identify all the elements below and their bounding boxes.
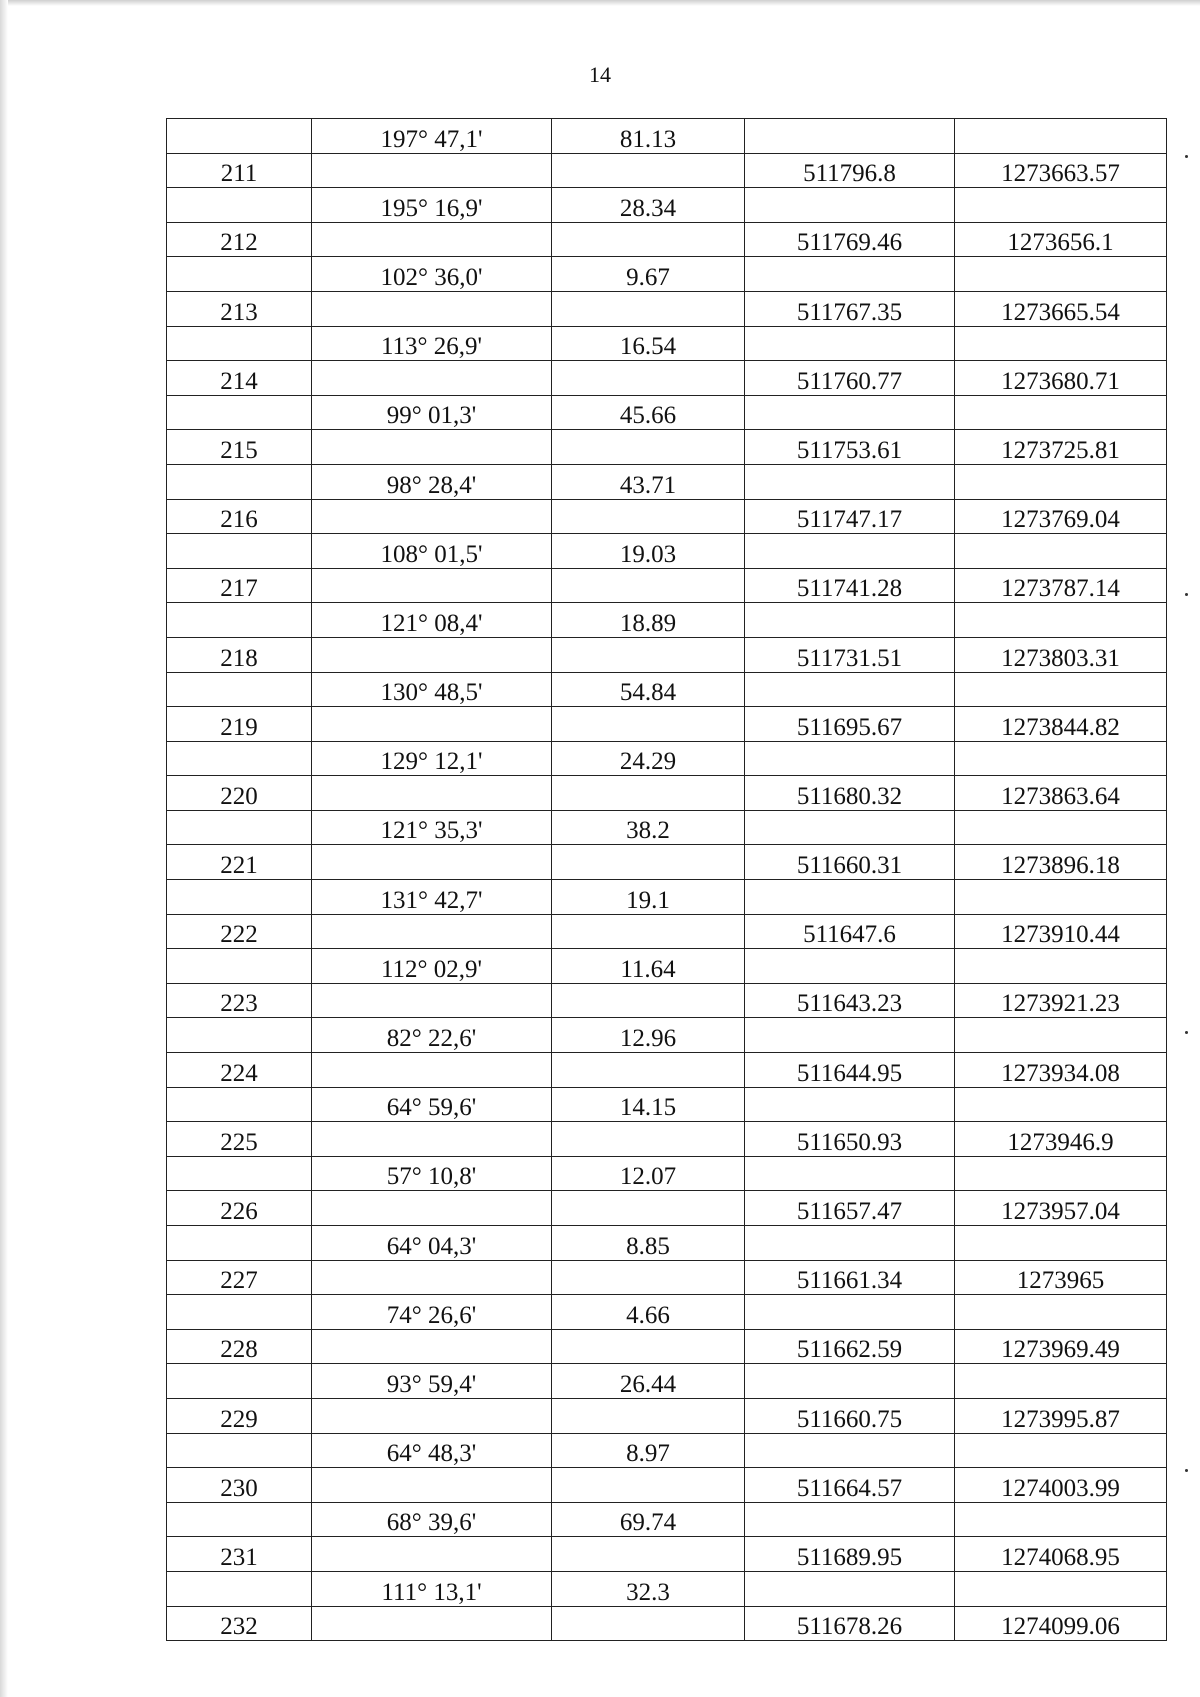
y-coordinate-cell [955,188,1167,223]
table-row [167,1018,1167,1053]
distance-cell: 45.66 [552,395,745,430]
distance-cell: 28.34 [552,188,745,223]
point-number-cell: 212 [167,222,312,257]
bearing-cell: 195° 16,9' [312,188,552,223]
coordinates-table-body [167,119,1167,1641]
x-coordinate-cell [745,464,955,499]
table-row [167,1398,1167,1433]
table-row [167,1191,1167,1226]
y-coordinate-cell [955,880,1167,915]
bearing-cell: 64° 48,3' [312,1433,552,1468]
point-number-cell: 222 [167,914,312,949]
margin-mark [1185,1031,1188,1034]
distance-cell [552,153,745,188]
point-number-cell: 219 [167,707,312,742]
x-coordinate-cell [745,257,955,292]
table-row [167,326,1167,361]
x-coordinate-cell [745,1087,955,1122]
margin-mark [1185,155,1188,158]
x-coordinate-cell [745,1571,955,1606]
y-coordinate-cell: 1273725.81 [955,430,1167,465]
x-coordinate-cell [745,395,955,430]
distance-cell: 54.84 [552,672,745,707]
point-number-cell [167,810,312,845]
table-row [167,361,1167,396]
y-coordinate-cell: 1274003.99 [955,1468,1167,1503]
table-row [167,1606,1167,1641]
y-coordinate-cell [955,1433,1167,1468]
x-coordinate-cell: 511662.59 [745,1329,955,1364]
x-coordinate-cell: 511767.35 [745,291,955,326]
bearing-cell: 68° 39,6' [312,1502,552,1537]
table-row [167,983,1167,1018]
table-row [167,949,1167,984]
x-coordinate-cell: 511796.8 [745,153,955,188]
x-coordinate-cell [745,880,955,915]
y-coordinate-cell: 1273769.04 [955,499,1167,534]
y-coordinate-cell [955,1226,1167,1261]
x-coordinate-cell [745,1364,955,1399]
y-coordinate-cell [955,1156,1167,1191]
point-number-cell [167,603,312,638]
table-row [167,603,1167,638]
bearing-cell [312,291,552,326]
distance-cell: 9.67 [552,257,745,292]
coordinates-table [166,118,1167,1641]
distance-cell: 4.66 [552,1295,745,1330]
bearing-cell: 130° 48,5' [312,672,552,707]
bearing-cell [312,1398,552,1433]
x-coordinate-cell [745,672,955,707]
bearing-cell [312,1537,552,1572]
table-row [167,1122,1167,1157]
x-coordinate-cell [745,1226,955,1261]
bearing-cell [312,637,552,672]
point-number-cell [167,188,312,223]
table-row [167,1329,1167,1364]
point-number-cell: 216 [167,499,312,534]
table-row [167,707,1167,742]
point-number-cell [167,672,312,707]
table-row [167,1502,1167,1537]
distance-cell [552,1468,745,1503]
distance-cell [552,1122,745,1157]
bearing-cell [312,499,552,534]
bearing-cell: 98° 28,4' [312,464,552,499]
bearing-cell [312,1260,552,1295]
y-coordinate-cell: 1273965 [955,1260,1167,1295]
point-number-cell: 230 [167,1468,312,1503]
distance-cell: 19.1 [552,880,745,915]
bearing-cell [312,776,552,811]
distance-cell: 12.07 [552,1156,745,1191]
point-number-cell [167,1156,312,1191]
x-coordinate-cell: 511650.93 [745,1122,955,1157]
bearing-cell: 121° 08,4' [312,603,552,638]
y-coordinate-cell [955,810,1167,845]
bearing-cell [312,153,552,188]
point-number-cell: 217 [167,568,312,603]
table-row [167,534,1167,569]
distance-cell [552,361,745,396]
bearing-cell [312,1053,552,1088]
bearing-cell [312,1122,552,1157]
x-coordinate-cell [745,1502,955,1537]
x-coordinate-cell: 511741.28 [745,568,955,603]
distance-cell: 18.89 [552,603,745,638]
x-coordinate-cell: 511769.46 [745,222,955,257]
bearing-cell: 64° 59,6' [312,1087,552,1122]
table-row [167,1364,1167,1399]
distance-cell [552,1537,745,1572]
point-number-cell: 213 [167,291,312,326]
table-row [167,1433,1167,1468]
bearing-cell: 112° 02,9' [312,949,552,984]
distance-cell [552,1053,745,1088]
table-row [167,119,1167,154]
x-coordinate-cell [745,326,955,361]
point-number-cell [167,1018,312,1053]
bearing-cell [312,361,552,396]
point-number-cell [167,1571,312,1606]
y-coordinate-cell: 1273921.23 [955,983,1167,1018]
table-row [167,291,1167,326]
table-row [167,395,1167,430]
distance-cell: 26.44 [552,1364,745,1399]
distance-cell [552,637,745,672]
point-number-cell [167,1295,312,1330]
table-row [167,222,1167,257]
bearing-cell: 99° 01,3' [312,395,552,430]
bearing-cell [312,914,552,949]
margin-mark [1185,593,1188,596]
bearing-cell [312,707,552,742]
x-coordinate-cell: 511760.77 [745,361,955,396]
point-number-cell [167,880,312,915]
distance-cell [552,1329,745,1364]
table-row [167,880,1167,915]
y-coordinate-cell [955,119,1167,154]
point-number-cell: 223 [167,983,312,1018]
x-coordinate-cell [745,741,955,776]
distance-cell [552,1260,745,1295]
y-coordinate-cell [955,326,1167,361]
distance-cell: 11.64 [552,949,745,984]
distance-cell [552,222,745,257]
distance-cell: 43.71 [552,464,745,499]
table-row [167,1571,1167,1606]
bearing-cell: 197° 47,1' [312,119,552,154]
distance-cell: 24.29 [552,741,745,776]
y-coordinate-cell: 1273656.1 [955,222,1167,257]
distance-cell: 19.03 [552,534,745,569]
distance-cell: 69.74 [552,1502,745,1537]
distance-cell [552,568,745,603]
y-coordinate-cell: 1273910.44 [955,914,1167,949]
point-number-cell [167,1502,312,1537]
x-coordinate-cell: 511644.95 [745,1053,955,1088]
y-coordinate-cell: 1273787.14 [955,568,1167,603]
point-number-cell: 226 [167,1191,312,1226]
table-row [167,464,1167,499]
point-number-cell [167,395,312,430]
y-coordinate-cell [955,1087,1167,1122]
bearing-cell: 74° 26,6' [312,1295,552,1330]
y-coordinate-cell: 1273934.08 [955,1053,1167,1088]
point-number-cell: 232 [167,1606,312,1641]
bearing-cell [312,1468,552,1503]
distance-cell [552,776,745,811]
distance-cell [552,845,745,880]
y-coordinate-cell: 1274099.06 [955,1606,1167,1641]
table-row [167,153,1167,188]
bearing-cell: 102° 36,0' [312,257,552,292]
x-coordinate-cell: 511660.75 [745,1398,955,1433]
distance-cell: 81.13 [552,119,745,154]
point-number-cell [167,1364,312,1399]
y-coordinate-cell: 1274068.95 [955,1537,1167,1572]
bearing-cell [312,222,552,257]
x-coordinate-cell: 511695.67 [745,707,955,742]
margin-mark [1185,1469,1188,1472]
point-number-cell: 221 [167,845,312,880]
distance-cell: 32.3 [552,1571,745,1606]
distance-cell [552,430,745,465]
x-coordinate-cell: 511747.17 [745,499,955,534]
table-row [167,499,1167,534]
bearing-cell: 121° 35,3' [312,810,552,845]
y-coordinate-cell [955,672,1167,707]
y-coordinate-cell: 1273946.9 [955,1122,1167,1157]
scan-top-shadow [0,0,1200,6]
point-number-cell [167,464,312,499]
point-number-cell [167,1087,312,1122]
table-row [167,1087,1167,1122]
table-row [167,776,1167,811]
y-coordinate-cell: 1273844.82 [955,707,1167,742]
table-row [167,672,1167,707]
point-number-cell [167,741,312,776]
table-row [167,257,1167,292]
distance-cell: 8.85 [552,1226,745,1261]
bearing-cell: 57° 10,8' [312,1156,552,1191]
x-coordinate-cell [745,810,955,845]
bearing-cell [312,1191,552,1226]
bearing-cell: 111° 13,1' [312,1571,552,1606]
y-coordinate-cell [955,464,1167,499]
bearing-cell [312,1606,552,1641]
y-coordinate-cell: 1273803.31 [955,637,1167,672]
bearing-cell: 113° 26,9' [312,326,552,361]
table-row [167,845,1167,880]
point-number-cell [167,257,312,292]
point-number-cell: 231 [167,1537,312,1572]
table-row [167,1537,1167,1572]
x-coordinate-cell: 511753.61 [745,430,955,465]
bearing-cell: 129° 12,1' [312,741,552,776]
table-row [167,1156,1167,1191]
x-coordinate-cell: 511660.31 [745,845,955,880]
point-number-cell [167,1226,312,1261]
distance-cell [552,291,745,326]
point-number-cell: 218 [167,637,312,672]
table-row [167,914,1167,949]
x-coordinate-cell [745,1156,955,1191]
distance-cell: 8.97 [552,1433,745,1468]
scan-left-edge [0,0,8,1697]
point-number-cell: 227 [167,1260,312,1295]
y-coordinate-cell: 1273957.04 [955,1191,1167,1226]
table-row [167,810,1167,845]
y-coordinate-cell [955,1295,1167,1330]
distance-cell: 16.54 [552,326,745,361]
x-coordinate-cell [745,1018,955,1053]
distance-cell [552,983,745,1018]
x-coordinate-cell: 511678.26 [745,1606,955,1641]
bearing-cell [312,845,552,880]
bearing-cell: 131° 42,7' [312,880,552,915]
x-coordinate-cell: 511643.23 [745,983,955,1018]
point-number-cell: 215 [167,430,312,465]
distance-cell [552,1606,745,1641]
distance-cell [552,1191,745,1226]
y-coordinate-cell [955,1502,1167,1537]
point-number-cell [167,949,312,984]
point-number-cell [167,119,312,154]
y-coordinate-cell [955,257,1167,292]
distance-cell [552,499,745,534]
x-coordinate-cell [745,188,955,223]
x-coordinate-cell: 511647.6 [745,914,955,949]
x-coordinate-cell [745,1295,955,1330]
distance-cell [552,1398,745,1433]
table-row [167,637,1167,672]
point-number-cell: 225 [167,1122,312,1157]
bearing-cell [312,430,552,465]
point-number-cell [167,534,312,569]
x-coordinate-cell: 511689.95 [745,1537,955,1572]
distance-cell: 12.96 [552,1018,745,1053]
point-number-cell: 229 [167,1398,312,1433]
point-number-cell: 228 [167,1329,312,1364]
y-coordinate-cell: 1273995.87 [955,1398,1167,1433]
x-coordinate-cell: 511664.57 [745,1468,955,1503]
coordinates-table-container [166,118,1166,1641]
table-row [167,1295,1167,1330]
point-number-cell: 214 [167,361,312,396]
y-coordinate-cell [955,395,1167,430]
table-row [167,430,1167,465]
x-coordinate-cell [745,119,955,154]
y-coordinate-cell: 1273863.64 [955,776,1167,811]
x-coordinate-cell [745,603,955,638]
table-row [167,741,1167,776]
y-coordinate-cell [955,1364,1167,1399]
y-coordinate-cell [955,1018,1167,1053]
x-coordinate-cell: 511657.47 [745,1191,955,1226]
point-number-cell [167,326,312,361]
x-coordinate-cell [745,949,955,984]
bearing-cell: 64° 04,3' [312,1226,552,1261]
x-coordinate-cell: 511680.32 [745,776,955,811]
y-coordinate-cell [955,949,1167,984]
y-coordinate-cell: 1273680.71 [955,361,1167,396]
bearing-cell: 82° 22,6' [312,1018,552,1053]
distance-cell: 14.15 [552,1087,745,1122]
x-coordinate-cell [745,1433,955,1468]
table-row [167,188,1167,223]
point-number-cell [167,1433,312,1468]
x-coordinate-cell [745,534,955,569]
bearing-cell: 108° 01,5' [312,534,552,569]
table-row [167,1468,1167,1503]
x-coordinate-cell: 511661.34 [745,1260,955,1295]
bearing-cell [312,983,552,1018]
y-coordinate-cell [955,603,1167,638]
point-number-cell: 211 [167,153,312,188]
table-row [167,1226,1167,1261]
y-coordinate-cell [955,534,1167,569]
y-coordinate-cell: 1273665.54 [955,291,1167,326]
y-coordinate-cell [955,1571,1167,1606]
y-coordinate-cell: 1273969.49 [955,1329,1167,1364]
bearing-cell [312,568,552,603]
table-row [167,1053,1167,1088]
page-number: 14 [589,62,611,87]
bearing-cell [312,1329,552,1364]
table-row [167,568,1167,603]
y-coordinate-cell: 1273663.57 [955,153,1167,188]
distance-cell: 38.2 [552,810,745,845]
table-row [167,1260,1167,1295]
y-coordinate-cell: 1273896.18 [955,845,1167,880]
y-coordinate-cell [955,741,1167,776]
x-coordinate-cell: 511731.51 [745,637,955,672]
distance-cell [552,914,745,949]
distance-cell [552,707,745,742]
point-number-cell: 224 [167,1053,312,1088]
point-number-cell: 220 [167,776,312,811]
bearing-cell: 93° 59,4' [312,1364,552,1399]
